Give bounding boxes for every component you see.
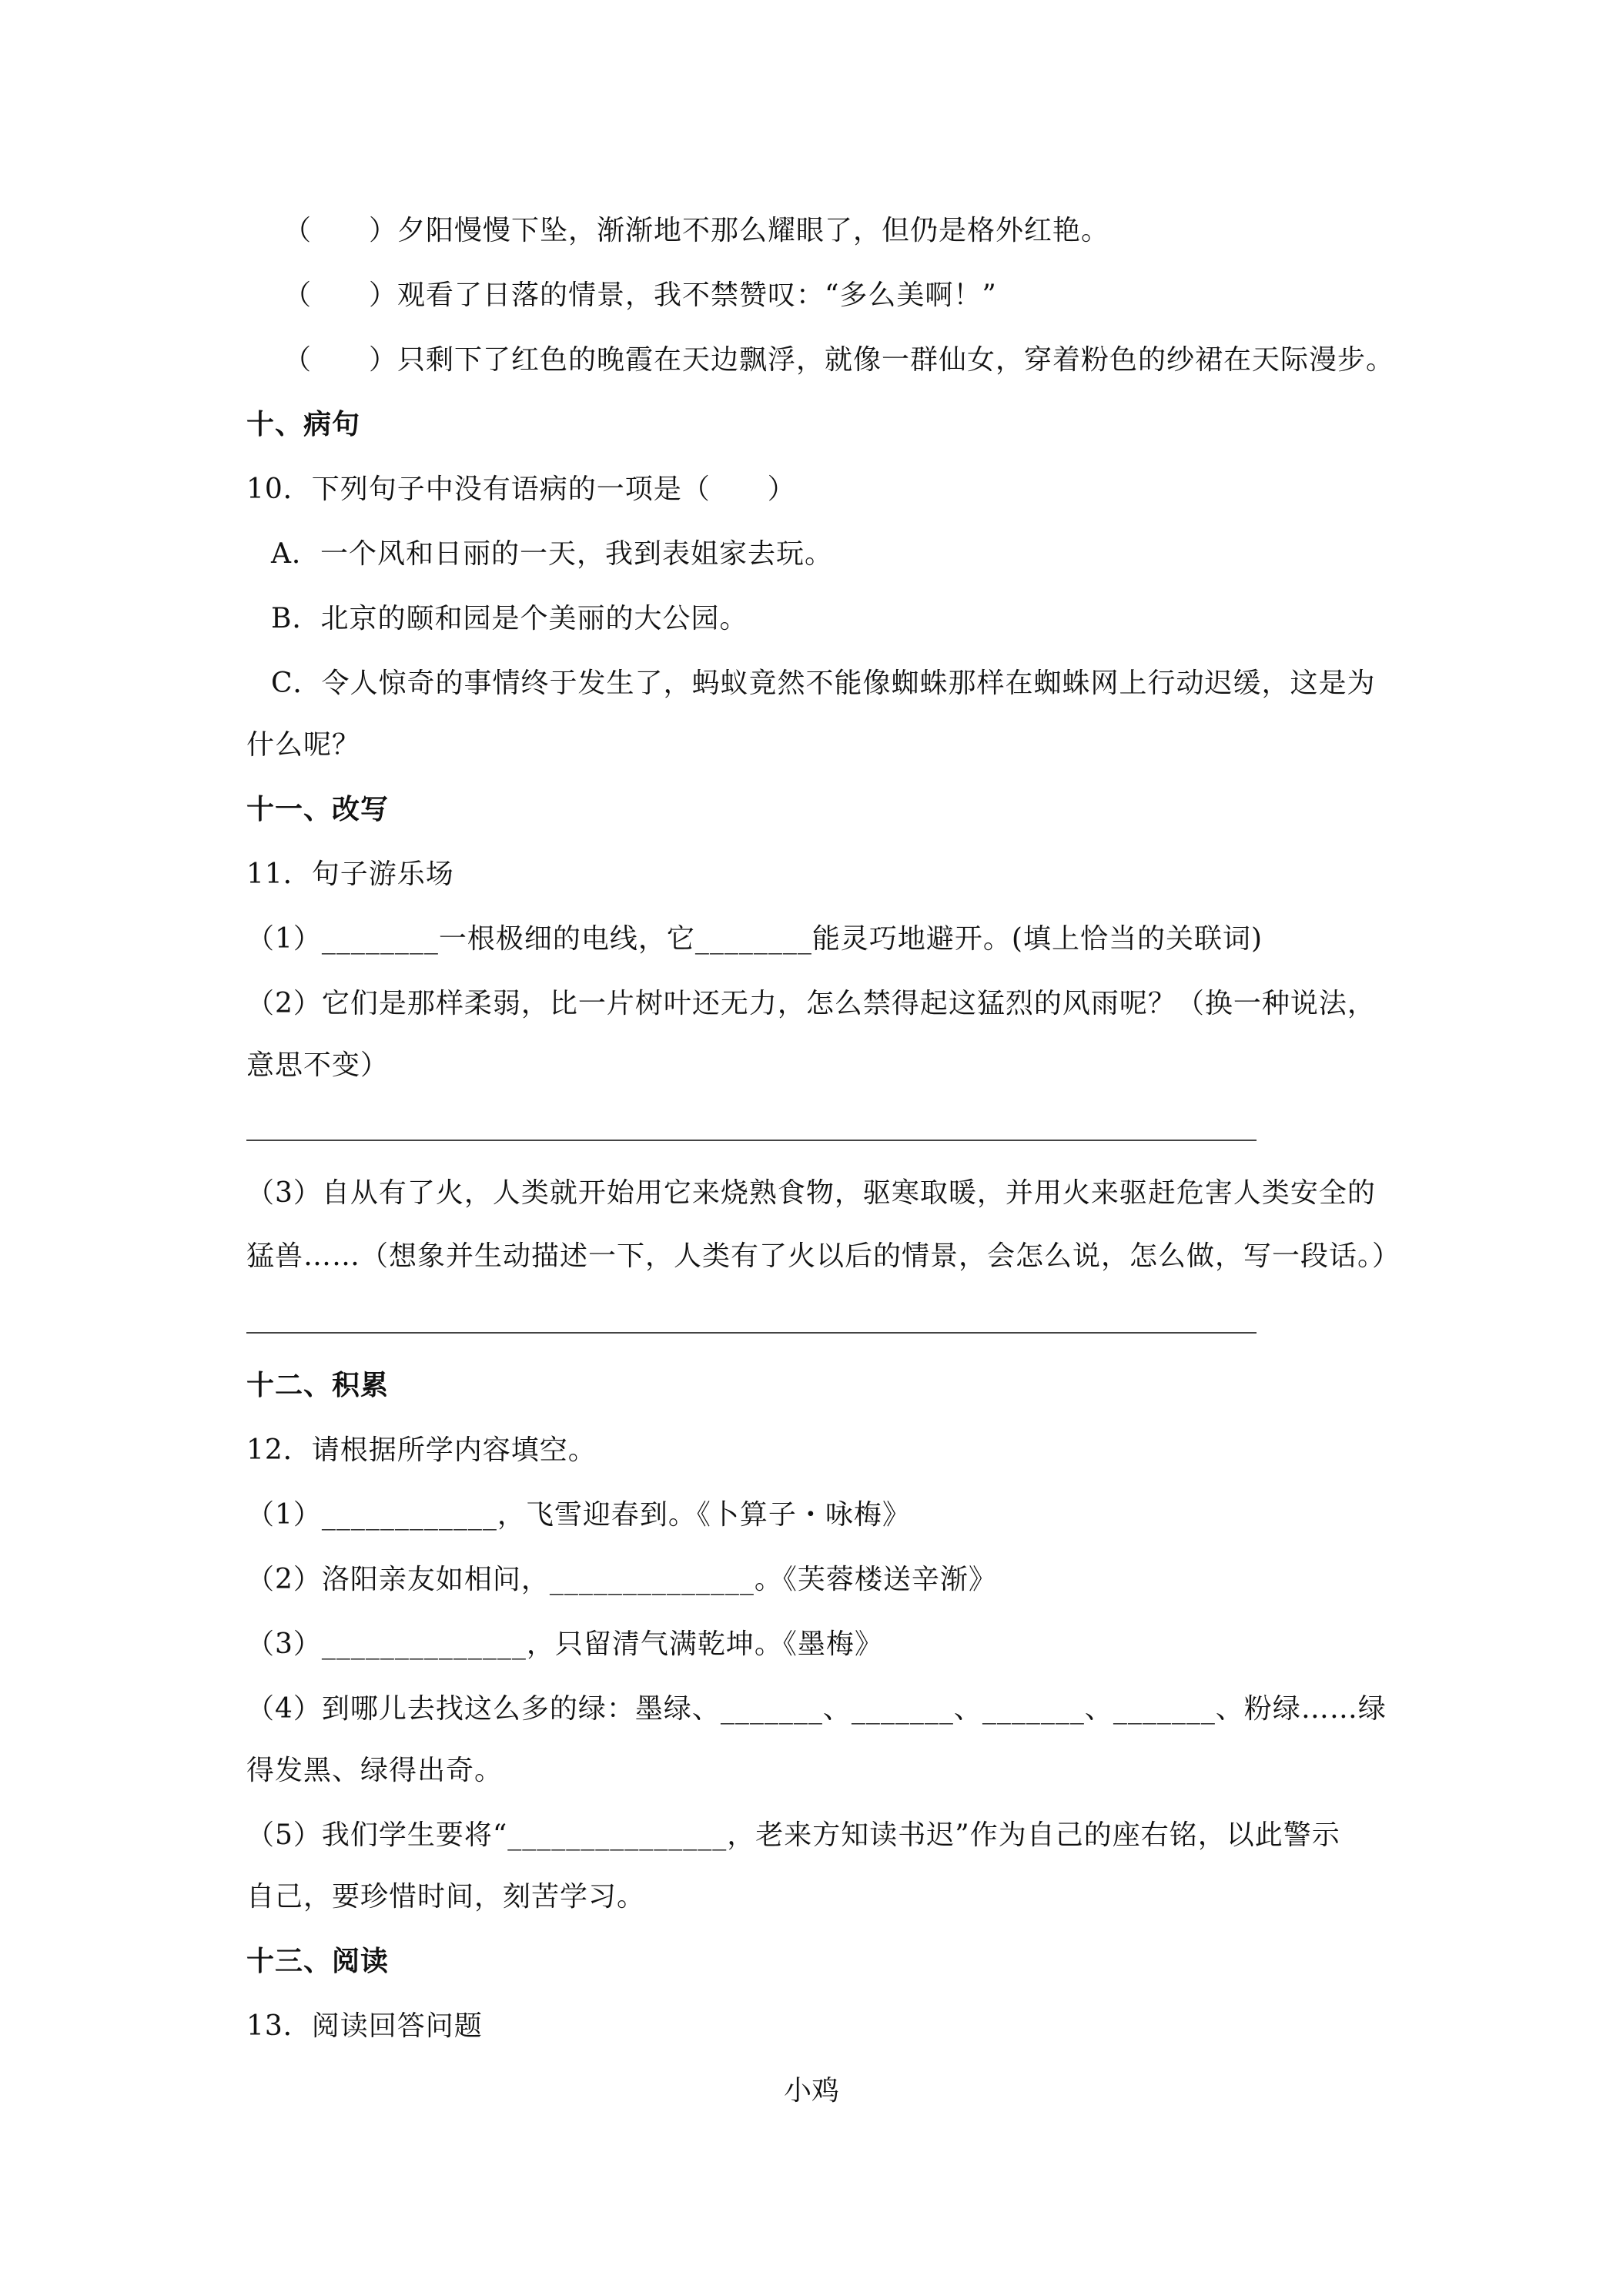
question-12-item-3: （3）______________，只留清气满乾坤。《墨梅》 [246,1628,883,1660]
ordering-item-1: （ ）夕阳慢慢下坠，渐渐地不那么耀眼了，但仍是格外红艳。 [283,215,1110,246]
question-13: 13．阅读回答问题 [246,2010,483,2042]
question-12-item-2: （2）洛阳亲友如相问，______________。《芙蓉楼送辛渐》 [246,1564,997,1595]
ordering-item-2: （ ）观看了日落的情景，我不禁赞叹：“多么美啊！” [283,279,997,311]
option-c-line-2: 什么呢？ [246,729,361,761]
answer-line-1[interactable] [246,1140,1257,1141]
question-11-item-3-line-1: （3）自从有了火，人类就开始用它来烧熟食物，驱寒取暖，并用火来驱赶危害人类安全的 [246,1177,1376,1209]
question-12-item-5-line-1: （5）我们学生要将“_______________，老来方知读书迟”作为自己的座右铭，以此警示 [246,1819,1340,1851]
question-12-item-4-line-2: 得发黑、绿得出奇。 [246,1755,504,1786]
section-11-heading: 十一、改写 [246,794,390,825]
question-11-item-2-line-2: 意思不变） [246,1049,390,1081]
section-13-heading: 十三、阅读 [246,1946,390,1977]
option-a: A．一个风和日丽的一天，我到表姐家去玩。 [271,538,833,570]
question-11-item-3-line-2: 猛兽……（想象并生动描述一下，人类有了火以后的情景，会怎么说，怎么做，写一段话。） [246,1240,1401,1272]
question-10: 10．下列句子中没有语病的一项是（ ） [246,474,796,505]
question-12: 12．请根据所学内容填空。 [246,1434,597,1466]
question-11: 11．句子游乐场 [246,858,454,890]
passage-title: 小鸡 [783,2075,839,2107]
option-b: B．北京的颐和园是个美丽的大公园。 [271,603,748,634]
question-11-item-1: （1）________一根极细的电线，它________能灵巧地避开。(填上恰当的关联词) [246,923,1263,955]
section-12-heading: 十二、积累 [246,1370,390,1401]
question-12-item-1: （1）____________，飞雪迎春到。《卜算子・咏梅》 [246,1499,911,1531]
question-11-item-2-line-1: （2）它们是那样柔弱，比一片树叶还无力，怎么禁得起这猛烈的风雨呢？（换一种说法， [246,988,1376,1019]
ordering-item-3: （ ）只剩下了红色的晚霞在天边飘浮，就像一群仙女，穿着粉色的纱裙在天际漫步。 [283,344,1395,376]
question-12-item-5-line-2: 自己，要珍惜时间，刻苦学习。 [246,1881,646,1913]
section-10-heading: 十、病句 [246,409,361,440]
answer-line-2[interactable] [246,1332,1257,1334]
option-c-line-1: C．令人惊奇的事情终于发生了，蚂蚁竟然不能像蜘蛛那样在蜘蛛网上行动迟缓，这是为 [271,668,1376,699]
question-12-item-4-line-1: （4）到哪儿去找这么多的绿：墨绿、_______、_______、_______、_______、粉绿……绿 [246,1693,1387,1725]
